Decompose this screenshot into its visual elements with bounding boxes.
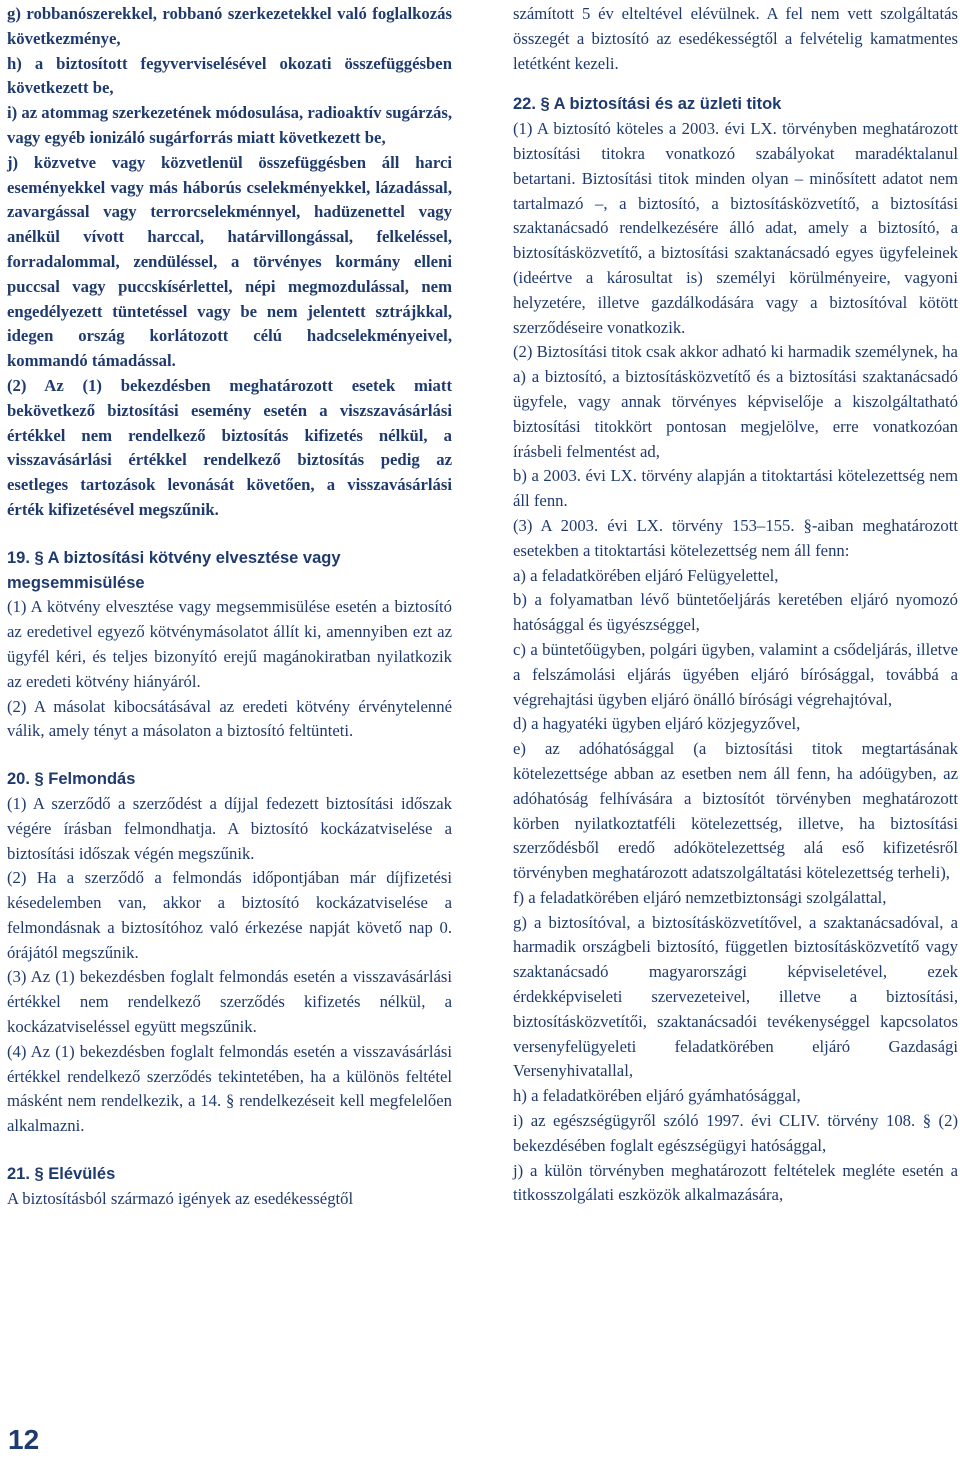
list-item-3f: f) a feladatkörében eljáró nemzetbiztonsági szolgálattal, (513, 887, 887, 907)
list-item-3j: j) a külön törvényben meghatározott feltételek meglétе esetén a titkosszolgálati eszközök alkalmazására, (513, 1160, 958, 1205)
list-item-g: g) robbanószerekkel, robbanó szerkezetekkel való foglalkozás következménye, (7, 4, 452, 48)
section-22-paragraph-1: (1) A biztosító köteles a 2003. évi LX. törvényben meghatározott biztosítási titokra vonatkozó szabályokat maradéktalanul betartani. Biztosítási titok minden olyan – minősített adatot nem tartalmazó –, a biztosító, a biztosításközvetítő, a biztosítási szaktanácsadó rendelkezésére álló adat, amely a biztosító, a biztosításközvetítő, a biztosítási szaktanácsadó egyes ügyfeleinek (ideértve a károsultat is) személyi körülményeire, vagyoni helyzetére, illetve gazdálkodására vagy a biztosítóval kötött szerződéseire vonatkozik. (513, 119, 958, 337)
section-20-paragraph-1: (1) A szerződő a szerződést a díjjal fedezett biztosítási időszak végére írásban felmondhatja. A biztosító kockázatviselése a biztosítási időszak végén megszűnik. (7, 793, 452, 863)
list-item-3e: e) az adóhatósággal (a biztosítási titok megtartásának kötelezettsége abban az esetben nem áll fenn, ha adóügyben, az adóhatóság felhívására a biztosítót törvényben meghatározott körben nyilatkoztatféli kötelezettség, illetve, ha biztosítási szerződésből eredő adókötelezettség alá eső kifizetésről törvényben meghatározott adatszolgáltatási kötelezettség terheli), (513, 739, 958, 883)
right-column (513, 2, 958, 1208)
list-item-3i: i) az egészségügyről szóló 1997. évi CLIV. törvény 108. § (2) bekezdésében foglalt egészségügyi hatósággal, (513, 1111, 958, 1155)
list-item-3d: d) a hagyatéki ügyben eljáró közjegyzővel, (513, 714, 801, 734)
section-20-paragraph-2: (2) Ha a szerződő a felmondás időpontjában már díjfizetési késedelemben van, akkor a biztosító kockázatviselése a felmondásnak a biztosítóhoz való érkezése napját követő nap 0. órájától megszűnik. (7, 868, 452, 962)
section-21-heading: 21. § Elévülés (7, 1165, 116, 1184)
section-19-paragraph-2: (2) A másolat kibocsátásával az eredeti kötvény érvénytelenné válik, amely tényt a másolaton a biztosító feltünteti. (7, 696, 452, 741)
page-number: 12 (8, 1424, 40, 1455)
section-21-paragraph-1: A biztosításból származó igények az esedékességtől (7, 1188, 354, 1208)
list-item-3g: g) a biztosítóval, a biztosításközvetítővel, a szaktanácsadóval, a harmadik országbeli biztosító, független biztosításközvetítő vagy szaktanácsadó magyarországi képviseletével, ezek érdekképviseleti szervezeteivel, illetve a biztosítási, biztosításközvetítői, szaktanácsadói tevékenységgel kapcsolatos versenyfelügyeleti feladatkörében eljáró Gazdasági Versenyhivatallal, (513, 912, 958, 1081)
list-item-3b: b) a folyamatban lévő büntetőeljárás keretében eljáró nyomozó hatósággal és ügyészséggel, (513, 590, 958, 635)
section-22-heading: 22. § A biztosítási és az üzleti titok (513, 95, 782, 114)
section-22-paragraph-2: (2) Biztosítási titok csak akkor adható ki harmadik személynek, ha (513, 342, 958, 362)
list-item-h: h) a biztosított fegyverviselésével okozati összefüggésben következett be, (7, 53, 452, 98)
list-item-3c: c) a büntetőügyben, polgári ügyben, valamint a csődeljárás, illetve a felszámolási eljárás ügyében eljáró bírósággal, továbbá a végrehajtási ügyben eljáró önálló bírósági végrehajtóval, (513, 639, 958, 709)
paragraph-2-bold: (2) Az (1) bekezdésben meghatározott esetek miatt bekövetkező biztosítási esemény esetén a viszszavásárlási értékkel nem rendelkező biztosítás kifizetés nélkül, a visszavásárlási értékkel rendelkező biztosítás pedig az esetleges tartozások levonását követően, a visszavásárlási érték kifizetésével megszűnik. (7, 375, 452, 519)
left-column (7, 2, 452, 1212)
section-20-heading: 20. § Felmondás (7, 770, 136, 789)
section-19-heading: 19. § A biztosítási kötvény elvesztése vagy megsemmisülése (7, 548, 341, 592)
list-item-j: j) közvetve vagy közvetlenül összefüggésben áll harci eseményekkel vagy más háborús cselekményekkel, lázadással, zavargással vagy terrorcselekménnyel, hadüzenettel vagy anélkül vívott harccal, határvillongással, felkeléssel, forradalommal, zendüléssel, a törvényes kormány elleni puccsal vagy puccskísérlettel, népi megmozdulással, nem engedélyezett tüntetéssel vagy be nem jelentett sztrájkkal, idegen ország korlátozott célú hadcselekményeivel, kommandó támadással. (7, 152, 452, 371)
list-item-3h: h) a feladatkörében eljáró gyámhatósággal, (513, 1086, 801, 1106)
list-item-i: i) az atommag szerkezetének módosulása, radioaktív sugárzás, vagy egyéb ionizáló sugárforrás miatt következett be, (7, 103, 452, 147)
list-item-2b: b) a 2003. évi LX. törvény alapján a titoktartási kötelezettség nem áll fenn. (513, 466, 958, 511)
section-20-paragraph-3: (3) Az (1) bekezdésben foglalt felmondás esetén a visszavásárlási értékkel nem rendelkező szerződés kifizetés nélkül, a kockázatviseléssel együtt megszűnik. (7, 967, 452, 1037)
section-19-paragraph-1: (1) A kötvény elvesztése vagy megsemmisülése esetén a biztosító az eredetivel egyező kötvénymásolatot állít ki, amennyiben ezt az ügyfél kéri, és teljes bizonyító erejű magánokiratban nyilatkozik az eredeti kötvény hiányáról. (7, 597, 452, 691)
section-22-paragraph-3: (3) A 2003. évi LX. törvény 153–155. §-aiban meghatározott esetekben a titoktartási kötelezettség nem áll fenn: (513, 515, 958, 560)
list-item-2a: a) a biztosító, a biztosításközvetítő és a biztosítási szaktanácsadó ügyfele, vagy annak törvényes képviselője a kiszolgáltatható biztosítási titokkört pontosan megjelölve, erre vonatkozóan írásbeli felmentést ad, (513, 367, 958, 461)
continued-paragraph: számított 5 év elteltével elévülnek. A fel nem vett szolgáltatás összegét a biztosító az esedékességtől a felvételig kamatmentes letétként kezeli. (513, 4, 958, 73)
list-item-3a: a) a feladatkörében eljáró Felügyelettel, (513, 565, 779, 585)
section-20-paragraph-4: (4) Az (1) bekezdésben foglalt felmondás esetén a visszavásárlási értékkel rendelkező szerződés tekintetében, ha a különös feltétel másként nem rendelkezik, a 14. § rendelkezéseit kell megfelelően alkalmazni. (7, 1041, 452, 1136)
